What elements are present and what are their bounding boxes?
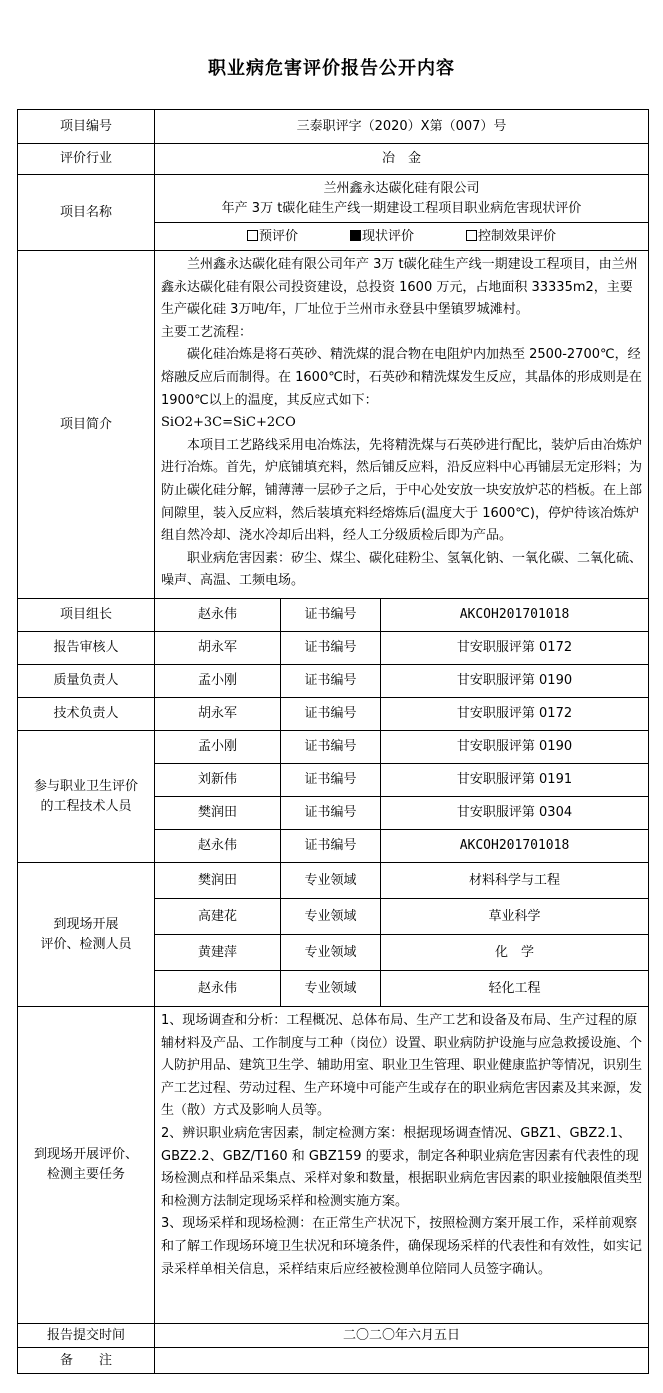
row-project-no [18,110,649,144]
onsite-name: 高建花 [155,899,281,935]
checkbox-current-eval[interactable] [350,230,361,241]
intro-paragraph-3: 碳化硅冶炼是将石英砂、精洗煤的混合物在电阻炉内加热至 2500-2700℃，经熔融反应后而制得。在 1600℃时，石英砂和精洗煤发生反应，其晶体的形成则是在 1900℃以上的温度，其反应式如下： [161,347,642,408]
participant-cert-label: 证书编号 [281,764,381,797]
intro-formula: SiO2+3C=SiC+2CO [161,415,296,431]
label-onsite-line2: 评价、检测人员 [40,936,132,952]
row-industry [18,144,649,175]
eval-type-current[interactable] [350,229,414,244]
label-tasks-line1: 到现场开展评价、 [33,1147,138,1162]
intro-paragraph-2: 主要工艺流程： [161,324,253,340]
reviewer-name: 胡永军 [155,632,281,665]
label-project-no: 项目编号 [18,110,155,144]
label-tasks [18,1007,155,1324]
onsite-name: 樊润田 [155,863,281,899]
eval-type-control[interactable] [466,229,556,244]
intro-paragraph-5: 职业病危害因素：矽尘、煤尘、碳化硅粉尘、氢氧化钠、一氧化碳、二氧化硫、噪声、高温、工频电场。 [161,550,643,589]
eval-type-pre[interactable] [247,229,298,244]
onsite-field-label: 专业领域 [281,863,381,899]
label-quality: 质量负责人 [18,665,155,698]
label-onsite-line1: 到现场开展 [53,916,119,932]
task-3: 3、现场采样和现场检测：在正常生产状况下，按照检测方案开展工作，采样前观察和了解工作现场环境卫生状况和环境条件，确保现场采样的代表性和有效性，如实记录采样单相关信息，采样结束后应经被检测单位陪同人员签字确认。 [161,1216,643,1277]
label-technical: 技术负责人 [18,698,155,731]
participant-cert-label: 证书编号 [281,731,381,764]
label-onsite [18,863,155,1007]
row-technical [18,698,649,731]
participant-cert: AKCOH201701018 [381,830,649,863]
company-name: 兰州鑫永达碳化硅有限公司 [323,180,480,196]
report-table [17,109,649,1374]
technical-cert: 甘安职服评第 0172 [381,698,649,731]
row-project-name [18,175,649,223]
participant-cert-label: 证书编号 [281,797,381,830]
label-project-name: 项目名称 [18,175,155,251]
onsite-name: 赵永伟 [155,971,281,1007]
checkbox-pre-eval[interactable] [247,230,258,241]
technical-cert-label: 证书编号 [281,698,381,731]
row-reviewer [18,632,649,665]
quality-name: 孟小刚 [155,665,281,698]
participant-cert: 甘安职服评第 0304 [381,797,649,830]
project-title: 年产 3万 t碳化硅生产线一期建设工程项目职业病危害现状评价 [221,200,582,216]
value-industry: 冶 金 [155,144,649,175]
label-project-intro: 项目简介 [18,251,155,599]
quality-cert-label: 证书编号 [281,665,381,698]
onsite-name: 黄建萍 [155,935,281,971]
row-participant [18,731,649,764]
participant-name: 樊润田 [155,797,281,830]
label-participants-line1: 参与职业卫生评价 [33,778,138,794]
onsite-field: 材料科学与工程 [381,863,649,899]
participant-name: 赵永伟 [155,830,281,863]
onsite-field-label: 专业领域 [281,899,381,935]
value-project-no: 三泰职评字（2020）X第（007）号 [155,110,649,144]
participant-name: 刘新伟 [155,764,281,797]
value-project-intro [155,251,649,599]
label-participants-line2: 的工程技术人员 [40,798,132,814]
row-project-intro [18,251,649,599]
row-onsite [18,863,649,899]
participant-cert: 甘安职服评第 0191 [381,764,649,797]
reviewer-cert: 甘安职服评第 0172 [381,632,649,665]
row-tasks [18,1007,649,1324]
participant-name: 孟小刚 [155,731,281,764]
onsite-field: 轻化工程 [381,971,649,1007]
row-team-leader [18,599,649,632]
onsite-field-label: 专业领域 [281,935,381,971]
label-reviewer: 报告审核人 [18,632,155,665]
label-submit-time: 报告提交时间 [18,1324,155,1348]
eval-type-current-label: 现状评价 [361,228,414,244]
label-remarks: 备 注 [18,1348,155,1374]
eval-type-control-label: 控制效果评价 [478,228,557,244]
label-participants [18,731,155,863]
row-quality [18,665,649,698]
page-title: 职业病危害评价报告公开内容 [208,58,455,79]
quality-cert: 甘安职服评第 0190 [381,665,649,698]
technical-name: 胡永军 [155,698,281,731]
value-submit-time: 二〇二〇年六月五日 [155,1324,649,1348]
value-remarks [155,1348,649,1374]
reviewer-cert-label: 证书编号 [281,632,381,665]
label-tasks-line2: 检测主要任务 [46,1167,125,1182]
value-tasks [155,1007,649,1324]
eval-type-pre-label: 预评价 [258,228,298,244]
task-2: 2、辨识职业病危害因素，制定检测方案：根据现场调查情况、GBZ1、GBZ2.1、GBZ2.2、GBZ/T160 和 GBZ159 的要求，制定各种职业病危害因素有代表性的现场检测点和样品采集点、采样对象和数量，根据职业病危害因素的职业接触限值类型和检测方法制定现场采样和检测实施方案。 [161,1125,643,1209]
onsite-field: 草业科学 [381,899,649,935]
participant-cert: 甘安职服评第 0190 [381,731,649,764]
onsite-field-label: 专业领域 [281,971,381,1007]
team-leader-cert: AKCOH201701018 [381,599,649,632]
intro-paragraph-4: 本项目工艺路线采用电冶炼法，先将精洗煤与石英砂进行配比，装炉后由冶炼炉进行冶炼。首先，炉底铺填充料，然后铺反应料，沿反应料中心再铺层无定形料；为防止碳化硅分解，铺薄薄一层砂子之后，于中心处安放一块安放炉芯的档板。在上部间隙里，装入反应料，然后装填充料经熔炼后(温度大于 1600℃)，停炉待该冶炼炉组自然冷却、浇水冷却后出料，经人工分级质检后即为产品。 [161,437,643,544]
onsite-field: 化 学 [381,935,649,971]
task-1: 1、现场调查和分析：工程概况、总体布局、生产工艺和设备及布局、生产过程的原辅材料及产品、工作制度与工种（岗位）设置、职业病防护设施与应急救援设施、个人防护用品、建筑卫生学、辅助用室、职业卫生管理、职业健康监护等情况，识别生产工艺过程、劳动过程、生产环境中可能产生或存在的职业病危害因素及其来源，发生（散）方式及影响人员等。 [161,1013,643,1119]
intro-paragraph-1: 兰州鑫永达碳化硅有限公司年产 3万 t碳化硅生产线一期建设工程项目，由兰州鑫永达碳化硅有限公司投资建设，总投资 1600 万元，占地面积 33335m2，主要生产碳化硅 3万吨/年，厂址位于兰州市永登县中堡镇罗城滩村。 [161,257,638,318]
row-remarks [18,1348,649,1374]
row-submit-time [18,1324,649,1348]
participant-cert-label: 证书编号 [281,830,381,863]
eval-type-options [155,223,649,251]
value-project-name [155,175,649,223]
team-leader-name: 赵永伟 [155,599,281,632]
label-team-leader: 项目组长 [18,599,155,632]
checkbox-control-eval[interactable] [466,230,477,241]
label-industry: 评价行业 [18,144,155,175]
team-leader-cert-label: 证书编号 [281,599,381,632]
